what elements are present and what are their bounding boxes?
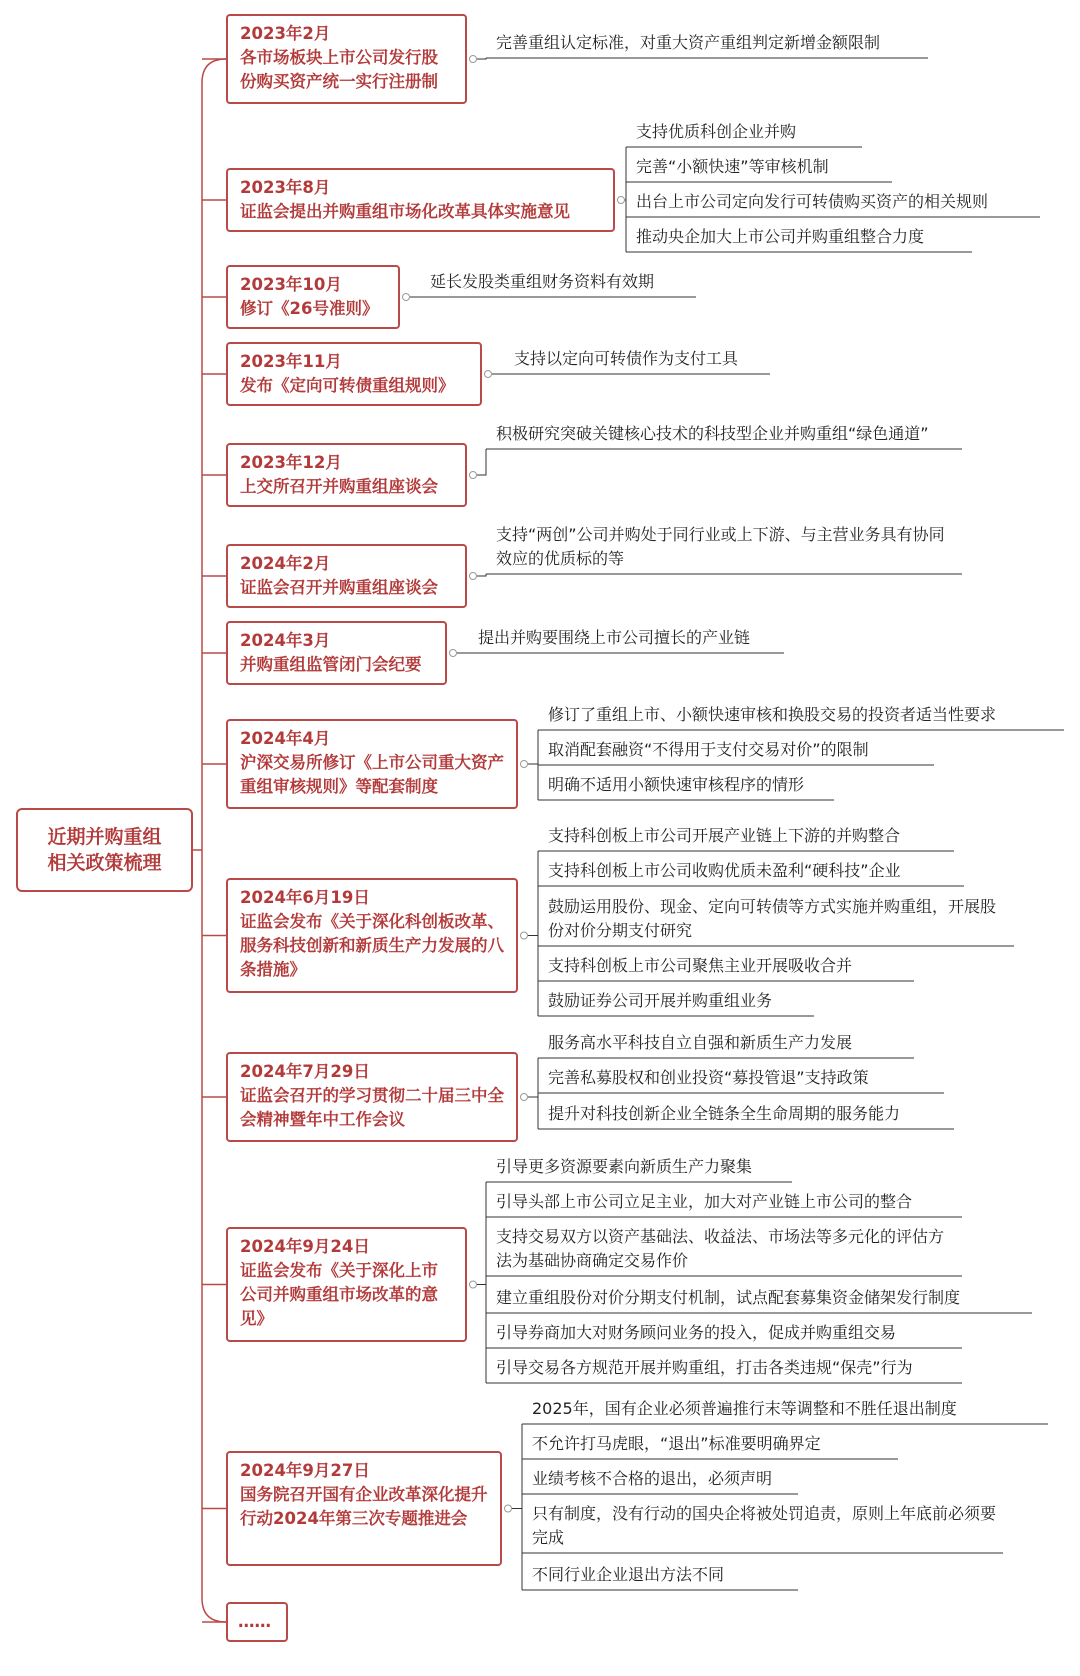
leaf: 支持“两创”公司并购处于同行业或上下游、与主营业务具有协同效应的优质标的等 [496,525,945,568]
leaf: 支持科创板上市公司聚焦主业开展吸收合并 [548,956,853,975]
branch-node-2024-09-24[interactable] [226,1227,467,1342]
leaf: 支持交易双方以资产基础法、收益法、市场法等多元化的评估方法为基础协商确定交易作价 [496,1227,945,1270]
branch-title: 上交所召开并购重组座谈会 [240,477,438,496]
leaf: 取消配套融资“不得用于支付交易对价”的限制 [548,740,869,759]
branch-node-2023-08[interactable] [226,168,615,232]
branch-title: 证监会发布《关于深化科创板改革、服务科技创新和新质生产力发展的八条措施》 [240,912,504,979]
connector [470,56,477,63]
leaf: 支持科创板上市公司开展产业链上下游的并购整合 [548,826,901,845]
branch-node-2024-06-19[interactable] [226,878,518,993]
branch-date: 2023年10月 [240,275,342,294]
root-line-2: 相关政策梳理 [47,852,162,874]
branch-title: 沪深交易所修订《上市公司重大资产重组审核规则》等配套制度 [240,753,504,796]
branch-date: 2023年8月 [240,178,331,197]
branch-date: 2024年7月29日 [240,1062,370,1081]
connector [470,472,477,479]
connector [470,573,477,580]
branch-title: 修订《26号准则》 [240,299,379,318]
more-ellipsis: …… [238,1612,271,1631]
branch-date: 2023年12月 [240,453,342,472]
leaf: 2025年，国有企业必须普遍推行末等调整和不胜任退出制度 [532,1399,957,1418]
branch-date: 2024年4月 [240,729,331,748]
leaf: 鼓励运用股份、现金、定向可转债等方式实施并购重组，开展股份对价分期支付研究 [548,897,997,940]
branch-node-2023-10[interactable] [226,265,400,329]
leaf: 完善重组认定标准，对重大资产重组判定新增金额限制 [496,33,881,52]
connector [477,449,486,475]
branch-node-2024-03[interactable] [226,621,447,685]
leaf: 明确不适用小额快速审核程序的情形 [548,775,805,794]
leaf: 提出并购要围绕上市公司擅长的产业链 [478,628,751,647]
root-node[interactable] [16,808,193,892]
leaf: 只有制度，没有行动的国央企将被处罚追责，原则上年底前必须要完成 [532,1504,997,1547]
connector [450,650,457,657]
leaf: 服务高水平科技自立自强和新质生产力发展 [548,1033,853,1052]
branch-date: 2024年6月19日 [240,888,370,907]
connector [618,197,625,204]
connector [403,294,410,301]
connector [485,371,492,378]
leaf: 鼓励证券公司开展并购重组业务 [548,991,773,1010]
branch-node-2024-09-27[interactable] [226,1451,502,1566]
branch-date: 2024年9月27日 [240,1461,370,1480]
leaf: 修订了重组上市、小额快速审核和换股交易的投资者适当性要求 [548,705,997,724]
leaf: 引导券商加大对财务顾问业务的投入，促成并购重组交易 [496,1323,897,1342]
branch-node-2023-11[interactable] [226,342,482,406]
connector [202,59,226,1622]
branch-title: 证监会发布《关于深化上市公司并购重组市场改革的意见》 [240,1261,438,1328]
connector [521,761,528,768]
branch-date: 2023年2月 [240,24,331,43]
leaf: 建立重组股份对价分期支付机制，试点配套募集资金储架发行制度 [496,1288,961,1307]
branch-title: 并购重组监管闭门会纪要 [240,655,422,674]
leaf: 不允许打马虎眼，“退出”标准要明确界定 [532,1434,821,1453]
branch-title: 各市场板块上市公司发行股份购买资产统一实行注册制 [240,48,438,91]
branch-node-2024-07-29[interactable] [226,1052,518,1142]
branch-title: 国务院召开国有企业改革深化提升行动2024年第三次专题推进会 [240,1485,488,1528]
branch-node-2024-02[interactable] [226,544,467,608]
branch-node-2023-02[interactable] [226,14,467,104]
root-line-1: 近期并购重组 [47,826,162,848]
branch-node-2023-12[interactable] [226,443,467,507]
leaf: 出台上市公司定向发行可转债购买资产的相关规则 [636,192,989,211]
leaf: 完善“小额快速”等审核机制 [636,157,829,176]
leaf: 支持以定向可转债作为支付工具 [514,349,739,368]
branch-node-more[interactable] [226,1602,288,1642]
leaf: 不同行业企业退出方法不同 [532,1565,725,1584]
leaf: 延长发股类重组财务资料有效期 [430,272,655,291]
connector [477,58,486,59]
branch-date: 2024年3月 [240,631,331,650]
leaf: 引导更多资源要素向新质生产力聚集 [496,1157,753,1176]
connector [477,574,486,576]
branch-date: 2024年2月 [240,554,331,573]
branch-title: 证监会召开并购重组座谈会 [240,578,438,597]
leaf: 提升对科技创新企业全链条全生命周期的服务能力 [548,1104,901,1123]
leaf: 积极研究突破关键核心技术的科技型企业并购重组“绿色通道” [496,424,929,443]
connector [521,932,528,939]
connector [521,1094,528,1101]
branch-date: 2024年9月24日 [240,1237,370,1256]
leaf: 推动央企加大上市公司并购重组整合力度 [636,227,925,246]
branch-node-2024-04[interactable] [226,719,518,809]
connector [470,1281,477,1288]
branch-title: 证监会召开的学习贯彻二十届三中全会精神暨年中工作会议 [240,1086,504,1129]
leaf: 支持科创板上市公司收购优质未盈利“硬科技”企业 [548,861,901,880]
connector [505,1505,512,1512]
branch-title: 证监会提出并购重组市场化改革具体实施意见 [240,202,570,221]
leaf: 完善私募股权和创业投资“募投管退”支持政策 [548,1068,869,1087]
leaf: 引导交易各方规范开展并购重组，打击各类违规“保壳”行为 [496,1358,913,1377]
leaf: 支持优质科创企业并购 [636,122,797,141]
leaf: 业绩考核不合格的退出，必须声明 [532,1469,773,1488]
branch-title: 发布《定向可转债重组规则》 [240,376,455,395]
leaf: 引导头部上市公司立足主业，加大对产业链上市公司的整合 [496,1192,913,1211]
branch-date: 2023年11月 [240,352,342,371]
